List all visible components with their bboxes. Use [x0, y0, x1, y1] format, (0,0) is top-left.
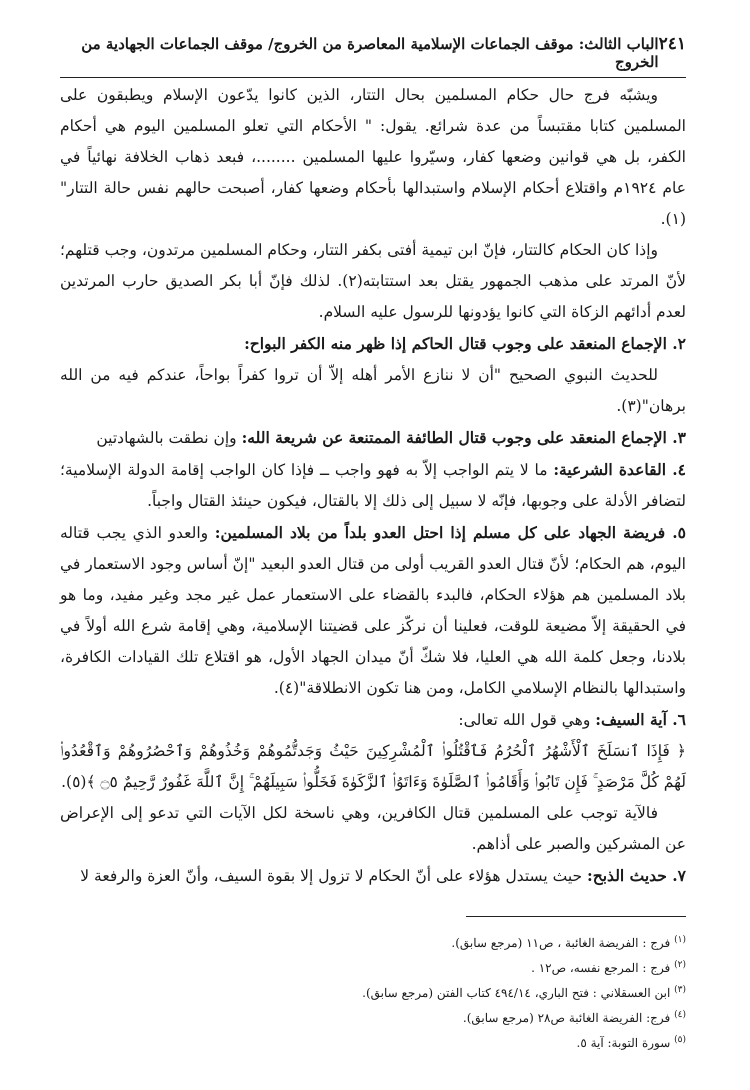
list-item-3-title: ٣. الإجماع المنعقد على وجوب قتال الطائفة الممتنعة عن شريعة الله: — [241, 428, 686, 447]
list-item-5-title: ٥. فريضة الجهاد على كل مسلم إذا احتل العدو بلداً من بلاد المسلمين: — [214, 523, 686, 542]
list-item-4-text: ما لا يتم الواجب إلاّ به فهو واجب ــ فإذا كان الواجب إقامة الدولة الإسلامية؛ لتضافر الأدلة على وجوبها، فإنّه لا سبيل إلى ذلك إلا بالقتال، فيكون حينئذ القتال واجباً. — [60, 461, 686, 510]
footnotes — [60, 916, 686, 1054]
list-item-7-title: ٧. حديث الذبح: — [587, 866, 686, 885]
footnote-marker: (٢) — [674, 960, 686, 970]
footnote-text: ابن العسقلاني : فتح الباري، ٤٩٤/١٤ كتاب الفتن (مرجع سابق). — [362, 986, 671, 1000]
footnote-text: فرج: الفريضة الغائبة ص٢٨ (مرجع سابق). — [462, 1011, 671, 1025]
list-item-5-text: والعدو الذي يجب قتاله اليوم، هم الحكام؛ لأنّ قتال العدو القريب أولى من قتال العدو البعيد "إنّ أساس وجود الاستعمار في بلاد المسلمين هم هؤلاء الحكام، فالبدء بالقضاء على الاستعمار عمل غير مجد وغير مفيد، وما هو في الحقيقة إلاّ مضيعة للوقت، فعلينا أن نركّز على قضيتنا الإسلامية، وهي إقامة شرع الله أولاً في بلادنا، وجعل كلمة الله هي العليا، فلا شكّ أنّ ميدان الجهاد الأول، هو اقتلاع تلك القيادات الكافرة، واستبدالها بالنظام الإسلامي الكامل، ومن هنا تكون الانطلاقة"(٤). — [60, 524, 686, 697]
list-item-4 — [60, 454, 686, 517]
footnote-4 — [60, 1004, 686, 1029]
list-item-4-title: ٤. القاعدة الشرعية: — [553, 460, 686, 479]
list-item-2-text: للحديث النبوي الصحيح "أن لا ننازع الأمر أهله إلاّ أن تروا كفراً بواحاً، عندكم فيه من الله برهان"(٣). — [60, 366, 686, 415]
list-item-6-title: ٦. آية السيف: — [595, 710, 686, 729]
list-item-2-title: ٢. الإجماع المنعقد على وجوب قتال الحاكم إذا ظهر منه الكفر البواح: — [244, 334, 686, 353]
list-item-5 — [60, 517, 686, 704]
footnote-marker: (٣) — [674, 985, 686, 995]
footnote-marker: (٤) — [674, 1010, 686, 1020]
footnote-marker: (١) — [674, 935, 686, 945]
running-header — [60, 34, 686, 78]
footnote-5 — [60, 1029, 686, 1054]
paragraph-1: ويشبّه فرج حال حكام المسلمين بحال التتار، الذين كانوا يدّعون الإسلام ويطبقون على المسلمين كتابا مقتبساً من عدة شرائع. يقول: " الأحكام التي تعلو المسلمين اليوم هي أحكام الكفر، بل هي قوانين وضعها كفار، وسيّروا عليها المسلمين ........، فبعد ذهاب الخلافة نهائياً في عام ١٩٢٤م واقتلاع أحكام الإسلام واستبدالها بأحكام وضعها كفار، أصبحت حالهم نفس حالة التتار"(١). — [60, 86, 686, 228]
paragraph-2: وإذا كان الحكام كالتتار، فإنّ ابن تيمية أفتى بكفر التتار، وحكام المسلمين مرتدون، وجب قتلهم؛ لأنّ المرتد على مذهب الجمهور يقتل بعد استتابته(٢). لذلك فإنّ أبا بكر الصديق حارب المرتدين لعدم أدائهم الزكاة التي كانوا يؤدونها للرسول عليه السلام. — [60, 241, 686, 321]
list-item-6 — [60, 704, 686, 736]
quran-verse: ﴿ فَإِذَا ٱنسَلَخَ ٱلْأَشْهُرُ ٱلْحُرُمُ فَٱقْتُلُوا۟ ٱلْمُشْرِكِينَ حَيْثُ وَجَدتُّمُوهُمْ وَخُذُوهُمْ وَٱحْصُرُوهُمْ وَٱقْعُدُوا۟ لَهُمْ كُلَّ مَرْصَدٍ ۚ فَإِن تَابُوا۟ وَأَقَامُوا۟ ٱلصَّلَوٰةَ وَءَاتَوُا۟ ٱلزَّكَوٰةَ فَخَلُّوا۟ سَبِيلَهُمْ ۚ إِنَّ ٱللَّهَ غَفُورٌ رَّحِيمٌ ۝٥ ﴾(٥). — [60, 742, 686, 791]
paragraph-after-verse: فالآية توجب على المسلمين قتال الكافرين، وهي ناسخة لكل الآيات التي تدعو إلى الإعراض عن المشركين والصبر على أذاهم. — [60, 804, 686, 853]
list-item-6-text: وهي قول الله تعالى: — [458, 711, 596, 729]
footnote-3 — [60, 979, 686, 1004]
page-number: ٢٤١ — [658, 34, 686, 54]
footnote-marker: (٥) — [674, 1035, 686, 1045]
list-item-7 — [60, 860, 686, 892]
list-item-3 — [60, 422, 686, 454]
footnote-2 — [60, 954, 686, 979]
footnote-text: فرج : الفريضة الغائبة ، ص١١ (مرجع سابق). — [451, 936, 671, 950]
body-text — [60, 80, 686, 892]
footnote-1 — [60, 929, 686, 954]
chapter-title: الباب الثالث: موقف الجماعات الإسلامية المعاصرة من الخروج/ موقف الجماعات الجهادية من الخروج — [81, 35, 659, 71]
list-item-2-heading — [60, 328, 686, 360]
footnote-text: فرج : المرجع نفسه، ص١٢ . — [531, 961, 671, 975]
footnote-text: سورة التوبة: آية ٥. — [576, 1036, 671, 1050]
footnote-divider — [466, 916, 686, 917]
list-item-3-text: وإن نطقت بالشهادتين — [96, 429, 242, 447]
list-item-7-text: حيث يستدل هؤلاء على أنّ الحكام لا تزول إلا بقوة السيف، وأنّ العزة والرفعة لا — [80, 867, 588, 885]
